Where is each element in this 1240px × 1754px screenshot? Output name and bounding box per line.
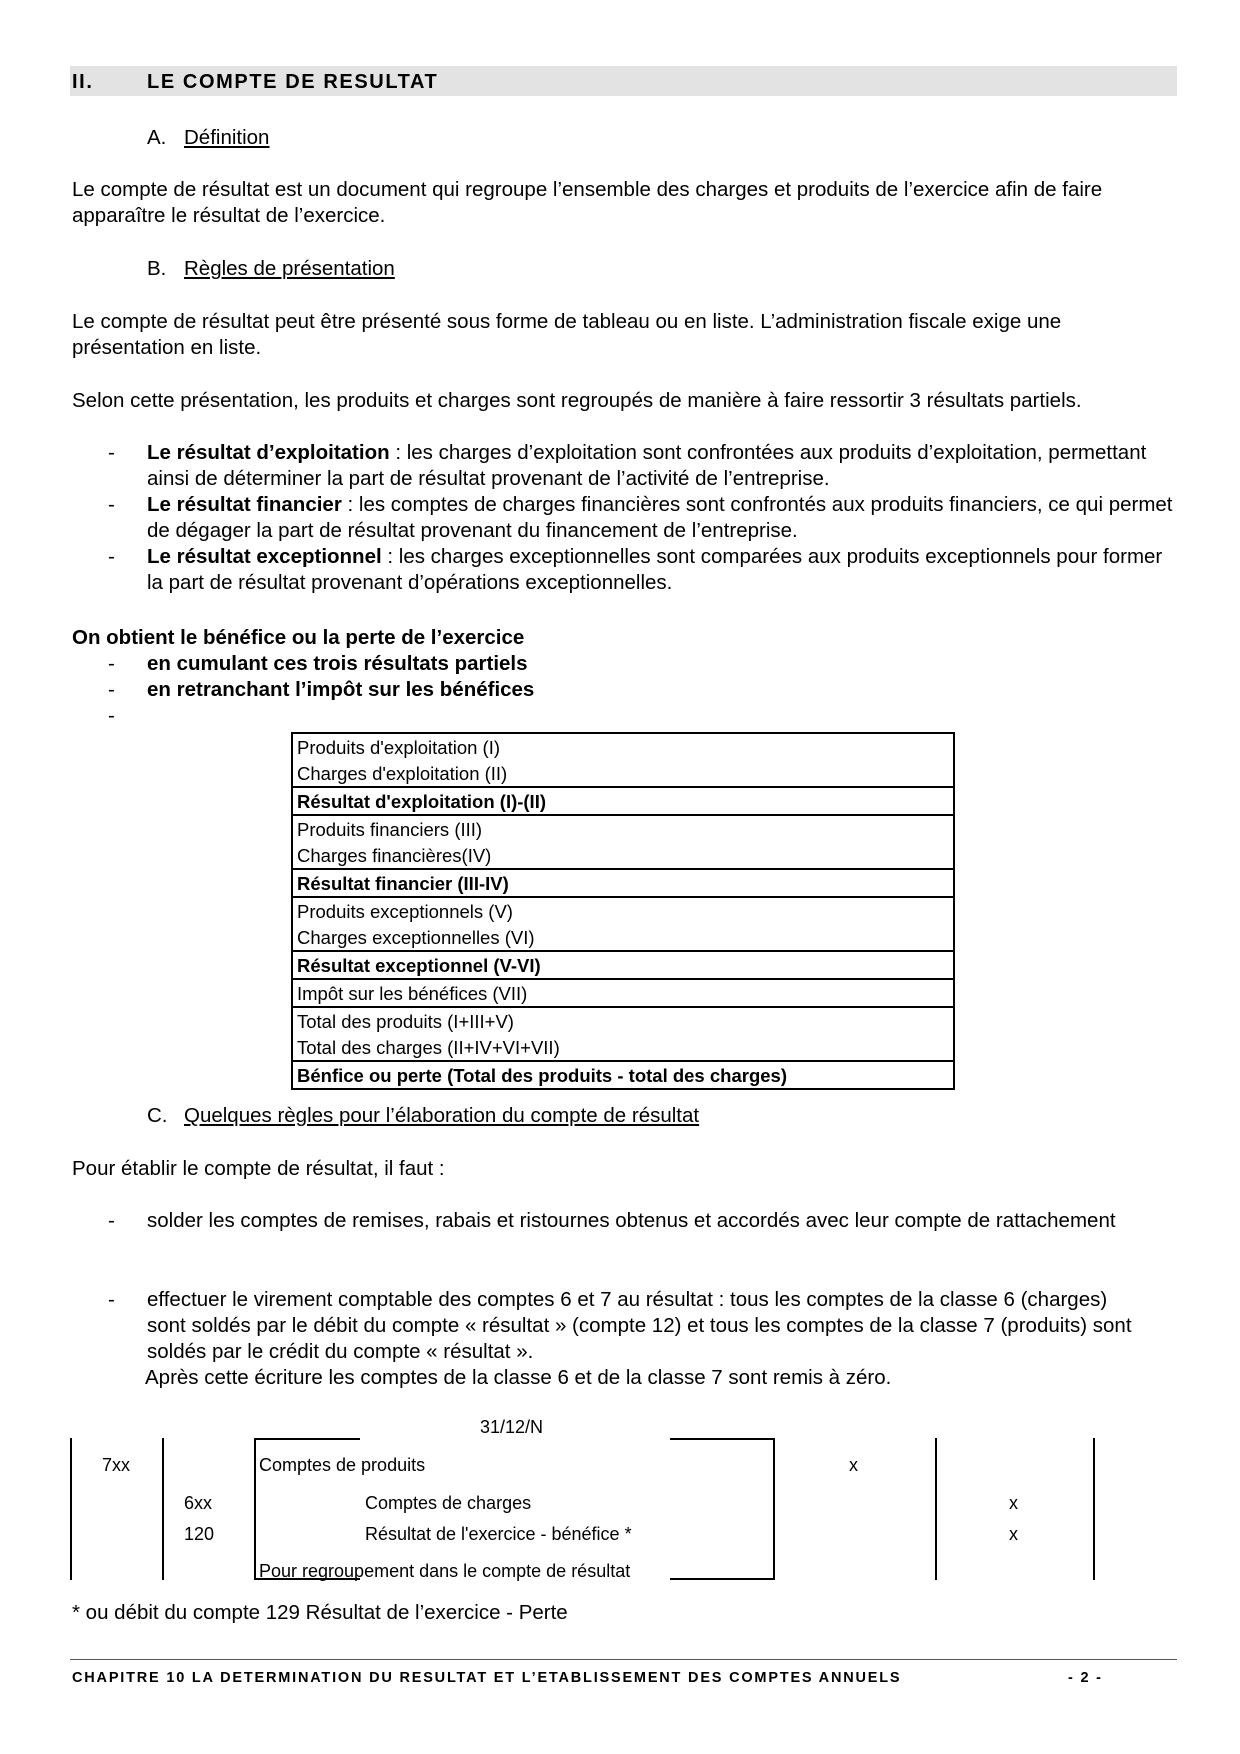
rules-list bbox=[0, 1208, 1240, 1398]
list-dash: - bbox=[108, 441, 115, 464]
list-item: Le résultat financier : les comptes de charges financières sont confrontés aux produits financiers, ce qui permet de dégager la part de résultat provenant du financement de l’entreprise. bbox=[147, 493, 1173, 542]
journal-debit-mark: x bbox=[849, 1455, 858, 1475]
obtain-list bbox=[0, 651, 1240, 731]
table-row: Impôt sur les bénéfices (VII) bbox=[292, 979, 954, 1007]
table-row: Produits financiers (III) bbox=[292, 815, 954, 842]
subsection-a-title: Définition bbox=[184, 126, 270, 149]
table-row: Total des charges (II+IV+VI+VII) bbox=[292, 1034, 954, 1061]
section-number: II. bbox=[72, 71, 94, 93]
obtain-title: On obtient le bénéfice ou la perte de l’exercice bbox=[72, 626, 525, 649]
list-item: effectuer le virement comptable des comptes 6 et 7 au résultat : tous les comptes de la classe 6 (charges) sont soldés par le débit du compte « résultat » (compte 12) et tous les comptes de la classe 7 (produits) sont soldés par le crédit du compte « résultat ». bbox=[147, 1288, 1132, 1363]
subsection-a-letter: A. bbox=[147, 126, 167, 149]
subsection-b-title: Règles de présentation bbox=[184, 257, 395, 280]
table-row-subtotal: Résultat exceptionnel (V-VI) bbox=[292, 951, 954, 979]
table-row: Charges exceptionnelles (VI) bbox=[292, 924, 954, 951]
list-dash: - bbox=[108, 652, 115, 675]
list-dash: - bbox=[108, 704, 115, 727]
establish-paragraph: Pour établir le compte de résultat, il faut : bbox=[72, 1157, 445, 1180]
journal-credit-mark: x bbox=[1009, 1493, 1018, 1513]
footnote: * ou débit du compte 129 Résultat de l’exercice - Perte bbox=[72, 1601, 568, 1624]
table-row-subtotal: Résultat financier (III-IV) bbox=[292, 869, 954, 897]
journal-credit-label: Comptes de charges bbox=[365, 1493, 532, 1513]
journal-credit-account: 120 bbox=[184, 1524, 215, 1544]
footer-page-number: - 2 - bbox=[1068, 1670, 1103, 1686]
table-row: Charges d'exploitation (II) bbox=[292, 760, 954, 787]
list-dash: - bbox=[108, 1209, 115, 1232]
footer-divider bbox=[70, 1659, 1177, 1660]
journal-credit-mark: x bbox=[1009, 1524, 1018, 1544]
income-statement-table bbox=[291, 732, 955, 1090]
list-dash: - bbox=[108, 545, 115, 568]
list-item: Le résultat d’exploitation : les charges d’exploitation sont confrontées aux produits d’exploitation, permettant ainsi de déterminer la part de résultat provenant de l’activité de l’entreprise. bbox=[147, 441, 1147, 490]
subsection-c-title: Quelques règles pour l’élaboration du compte de résultat bbox=[184, 1104, 700, 1127]
subsection-c-letter: C. bbox=[147, 1104, 168, 1127]
list-dash: - bbox=[108, 1288, 115, 1311]
table-row: Produits d'exploitation (I) bbox=[292, 733, 954, 760]
table-row: Produits exceptionnels (V) bbox=[292, 897, 954, 924]
journal-credit-account: 6xx bbox=[184, 1493, 213, 1513]
presentation-paragraph-2: Selon cette présentation, les produits et charges sont regroupés de manière à faire ressortir 3 résultats partiels. bbox=[72, 389, 1082, 412]
list-dash: - bbox=[108, 493, 115, 516]
after-entry-note: Après cette écriture les comptes de la classe 6 et de la classe 7 sont remis à zéro. bbox=[145, 1366, 892, 1389]
journal-debit-account: 7xx bbox=[102, 1455, 131, 1475]
footer-chapter: CHAPITRE 10 LA DETERMINATION DU RESULTAT ET L’ETABLISSEMENT DES COMPTES ANNUELS bbox=[72, 1670, 902, 1686]
table-row: Charges financières(IV) bbox=[292, 842, 954, 869]
table-row: Total des produits (I+III+V) bbox=[292, 1007, 954, 1034]
subsection-b-letter: B. bbox=[147, 257, 167, 280]
journal-debit-label: Comptes de produits bbox=[259, 1455, 426, 1475]
definition-paragraph: Le compte de résultat est un document qui regroupe l’ensemble des charges et produits de l’exercice afin de faire apparaître le résultat de l’exercice. bbox=[72, 178, 1103, 227]
journal-entry bbox=[0, 1412, 1240, 1602]
journal-credit-label: Résultat de l'exercice - bénéfice * bbox=[365, 1524, 632, 1544]
list-item: en retranchant l’impôt sur les bénéfices bbox=[147, 678, 535, 701]
section-title: LE COMPTE DE RESULTAT bbox=[147, 71, 439, 93]
list-item: en cumulant ces trois résultats partiels bbox=[147, 652, 528, 675]
journal-date: 31/12/N bbox=[480, 1417, 544, 1437]
table-row-total: Bénfice ou perte (Total des produits - total des charges) bbox=[292, 1061, 954, 1089]
list-dash: - bbox=[108, 678, 115, 701]
list-item: Le résultat exceptionnel : les charges exceptionnelles sont comparées aux produits exceptionnels pour former la part de résultat provenant d’opérations exceptionnelles. bbox=[147, 545, 1163, 594]
list-item: solder les comptes de remises, rabais et ristournes obtenus et accordés avec leur compte de rattachement bbox=[147, 1209, 1116, 1232]
journal-memo: Pour regroupement dans le compte de résultat bbox=[259, 1561, 631, 1581]
table-row-subtotal: Résultat d'exploitation (I)-(II) bbox=[292, 787, 954, 815]
partial-results-list bbox=[0, 440, 1240, 600]
presentation-paragraph-1: Le compte de résultat peut être présenté sous forme de tableau ou en liste. L’administration fiscale exige une présentation en liste. bbox=[72, 310, 1062, 359]
